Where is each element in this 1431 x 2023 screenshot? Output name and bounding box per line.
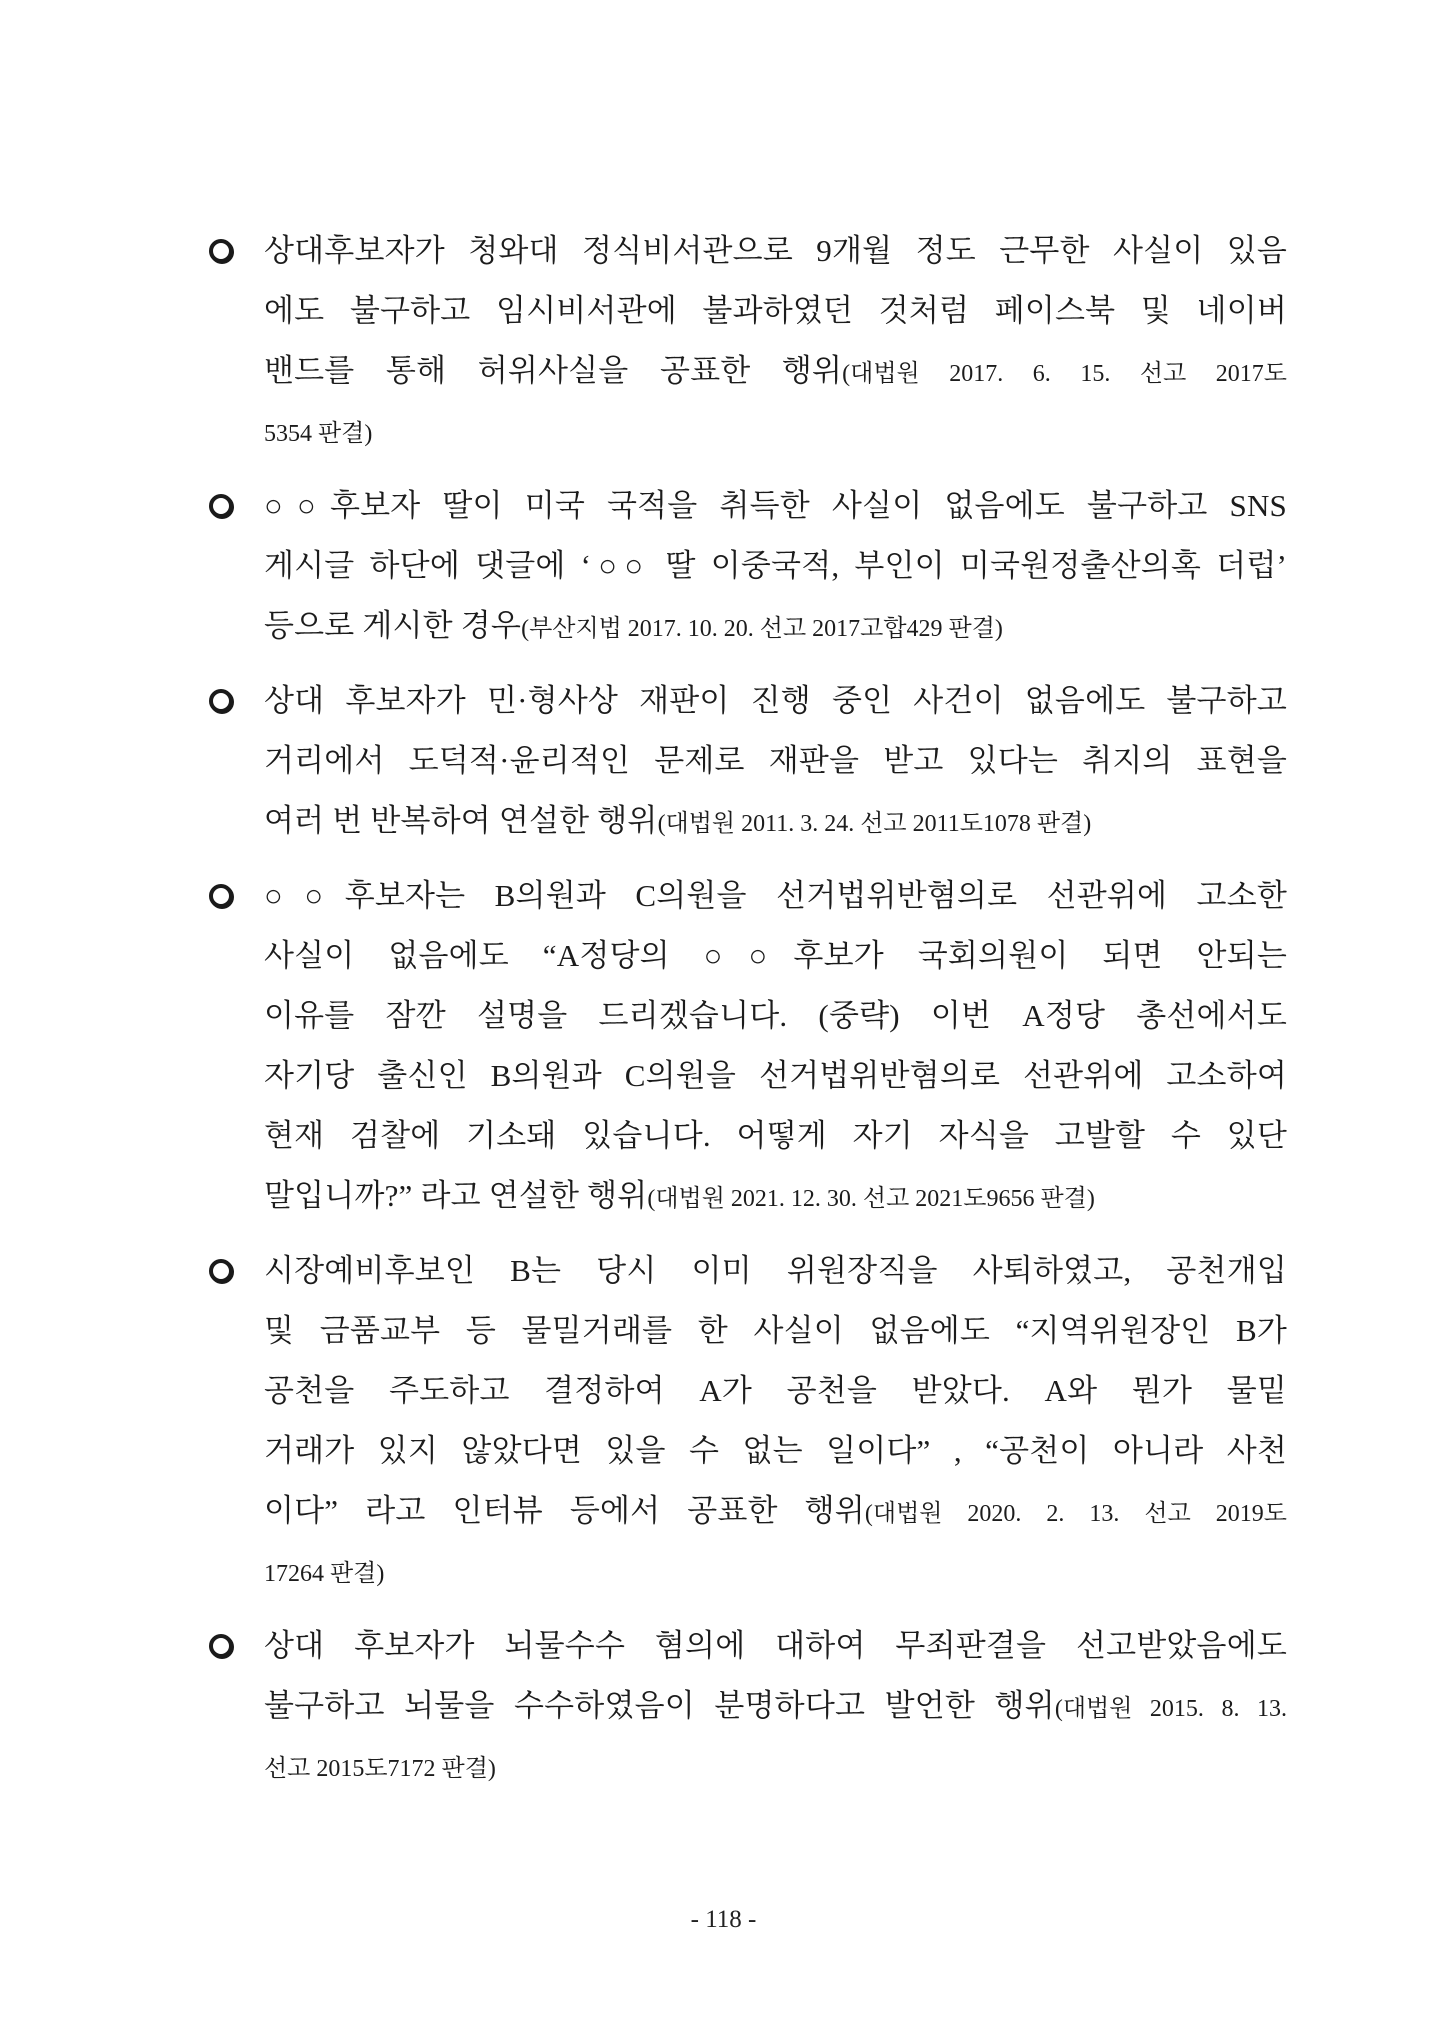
case-text: ○○후보자는 B의원과 C의원을 선거법위반혐의로 선관위에 고소한 bbox=[264, 878, 1287, 913]
case-citation: (대법원 2015. 8. 13. bbox=[1054, 1696, 1287, 1722]
case-citation: (대법원 2011. 3. 24. 선고 2011도1078 판결) bbox=[657, 811, 1092, 837]
text-line bbox=[264, 341, 1287, 401]
case-citation: (대법원 2021. 12. 30. 선고 2021도9656 판결) bbox=[647, 1186, 1095, 1212]
case-text: 공천을 주도하고 결정하여 A가 공천을 받았다. A와 뭔가 물밑 bbox=[264, 1373, 1287, 1408]
circle-bullet-icon bbox=[209, 494, 233, 518]
text-line bbox=[264, 926, 1287, 986]
case-text: 상대 후보자가 민·형사상 재판이 진행 중인 사건이 없음에도 불구하고 bbox=[264, 683, 1287, 718]
case-text: 상대후보자가 청와대 정식비서관으로 9개월 정도 근무한 사실이 있음 bbox=[264, 233, 1287, 268]
text-line bbox=[264, 986, 1287, 1046]
text-line bbox=[264, 1421, 1287, 1481]
case-text: 등으로 게시한 경우 bbox=[264, 608, 522, 643]
case-text: 여러 번 반복하여 연설한 행위 bbox=[264, 803, 658, 838]
case-text: 시장예비후보인 B는 당시 이미 위원장직을 사퇴하였고, 공천개입 bbox=[264, 1253, 1287, 1288]
circle-bullet-icon bbox=[209, 1634, 233, 1658]
case-citation: (대법원 2020. 2. 13. 선고 2019도 bbox=[864, 1501, 1287, 1527]
case-item bbox=[264, 1616, 1287, 1796]
text-line bbox=[264, 281, 1287, 341]
circle-bullet-icon bbox=[209, 884, 233, 908]
case-item bbox=[264, 671, 1287, 851]
case-item bbox=[264, 866, 1287, 1226]
text-line bbox=[264, 476, 1287, 536]
case-item bbox=[264, 221, 1287, 461]
case-text: 자기당 출신인 B의원과 C의원을 선거법위반혐의로 선관위에 고소하여 bbox=[264, 1058, 1287, 1093]
case-text: 및 금품교부 등 물밀거래를 한 사실이 없음에도 “지역위원장인 B가 bbox=[264, 1313, 1287, 1348]
text-line bbox=[264, 1541, 1287, 1601]
text-line bbox=[264, 1301, 1287, 1361]
text-line bbox=[264, 671, 1287, 731]
case-citation: 선고 2015도7172 판결) bbox=[264, 1756, 496, 1782]
case-text: 거래가 있지 않았다면 있을 수 없는 일이다” , “공천이 아니라 사천 bbox=[264, 1433, 1287, 1468]
text-line bbox=[264, 401, 1287, 461]
case-text: 불구하고 뇌물을 수수하였음이 분명하다고 발언한 행위 bbox=[264, 1688, 1055, 1723]
text-line bbox=[264, 1241, 1287, 1301]
text-line bbox=[264, 1481, 1287, 1541]
case-item bbox=[264, 476, 1287, 656]
text-line bbox=[264, 1361, 1287, 1421]
case-text: 말입니까?” 라고 연설한 행위 bbox=[264, 1178, 648, 1213]
text-line bbox=[264, 791, 1287, 851]
text-line bbox=[264, 1046, 1287, 1106]
text-line bbox=[264, 221, 1287, 281]
text-line bbox=[264, 866, 1287, 926]
case-citation: 17264 판결) bbox=[264, 1561, 385, 1587]
case-text: ○○후보자 딸이 미국 국적을 취득한 사실이 없음에도 불구하고 SNS bbox=[264, 488, 1287, 523]
text-line bbox=[264, 536, 1287, 596]
circle-bullet-icon bbox=[209, 689, 233, 713]
text-line bbox=[264, 1106, 1287, 1166]
case-text: 이유를 잠깐 설명을 드리겠습니다. (중략) 이번 A정당 총선에서도 bbox=[264, 998, 1287, 1033]
text-line bbox=[264, 1616, 1287, 1676]
case-text: 사실이 없음에도 “A정당의 ○○후보가 국회의원이 되면 안되는 bbox=[264, 938, 1287, 973]
circle-bullet-icon bbox=[209, 239, 233, 263]
case-text: 에도 불구하고 임시비서관에 불과하였던 것처럼 페이스북 및 네이버 bbox=[264, 293, 1287, 328]
text-line bbox=[264, 596, 1287, 656]
case-text: 현재 검찰에 기소돼 있습니다. 어떻게 자기 자식을 고발할 수 있단 bbox=[264, 1118, 1287, 1153]
page-number: - 118 - bbox=[690, 1906, 757, 1933]
case-text: 거리에서 도덕적·윤리적인 문제로 재판을 받고 있다는 취지의 표현을 bbox=[264, 743, 1287, 778]
circle-bullet-icon bbox=[209, 1259, 233, 1283]
case-text: 이다” 라고 인터뷰 등에서 공표한 행위 bbox=[264, 1493, 865, 1528]
case-citation: (부산지법 2017. 10. 20. 선고 2017고합429 판결) bbox=[521, 616, 1003, 642]
case-citation: (대법원 2017. 6. 15. 선고 2017도 bbox=[842, 361, 1287, 387]
case-citation: 5354 판결) bbox=[264, 421, 373, 447]
text-line bbox=[264, 1676, 1287, 1736]
case-item bbox=[264, 1241, 1287, 1601]
case-list bbox=[264, 221, 1287, 1811]
text-line bbox=[264, 731, 1287, 791]
case-text: 상대 후보자가 뇌물수수 혐의에 대하여 무죄판결을 선고받았음에도 bbox=[264, 1628, 1287, 1663]
text-line bbox=[264, 1166, 1287, 1226]
case-text: 밴드를 통해 허위사실을 공표한 행위 bbox=[264, 353, 843, 388]
case-text: 게시글 하단에 댓글에 ‘○○ 딸 이중국적, 부인이 미국원정출산의혹 더럽’ bbox=[264, 548, 1287, 583]
text-line bbox=[264, 1736, 1287, 1796]
